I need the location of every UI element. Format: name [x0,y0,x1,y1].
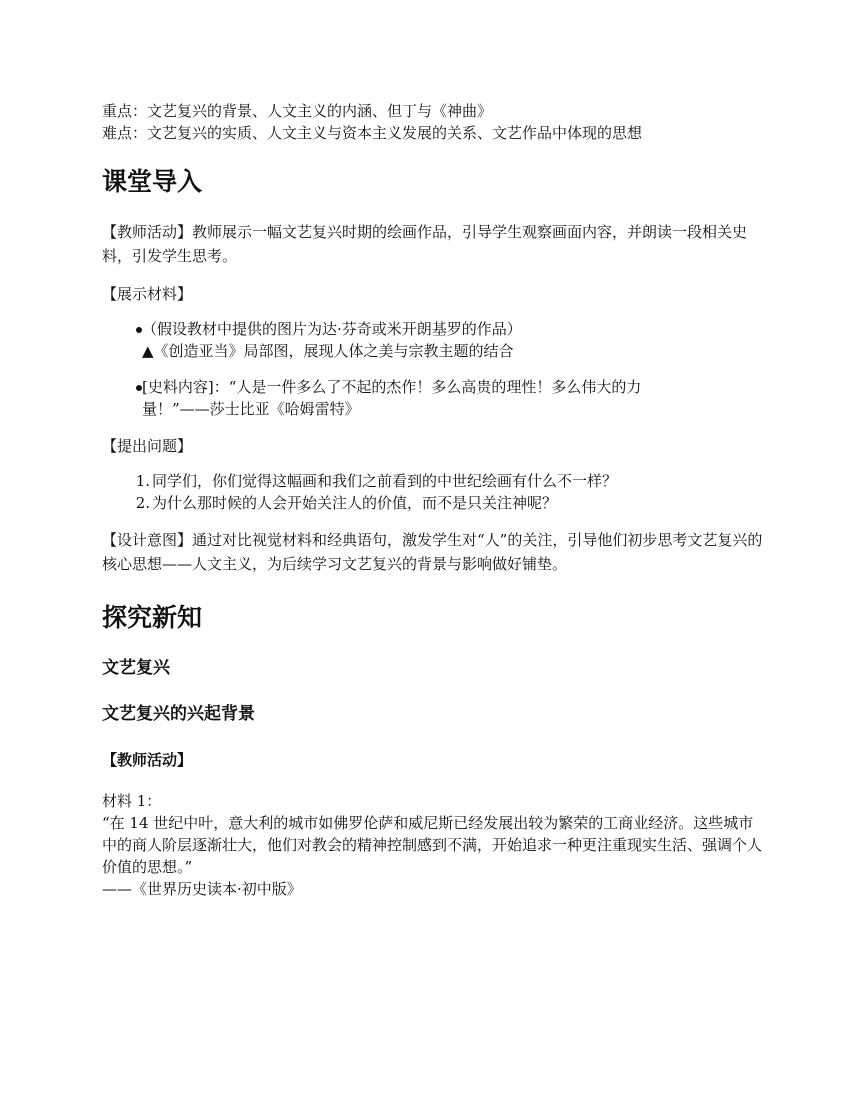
questions-list [102,470,764,514]
question-text: 为什么那时候的人会开始关注人的价值，而不是只关注神呢？ [152,494,558,512]
bullet-icon [136,385,142,391]
material-label: 材料 1： [102,792,162,810]
list-item [102,492,764,514]
renaissance-subheading: 文艺复兴 [102,658,170,678]
bullet-icon [136,327,142,333]
material-1-line-1: （假设教材中提供的图片为达·芬奇或米开朗基罗的作品） [142,320,522,338]
list-number: 1. [135,472,150,490]
material-2-line-2: 量！”——莎士比亚《哈姆雷特》 [142,400,360,418]
list-item [102,376,764,420]
design-intent: 【设计意图】通过对比视觉材料和经典语句，激发学生对“人”的关注，引导他们初步思考文艺复兴的核心思想——人文主义，为后续学习文艺复兴的背景与影响做好铺垫。 [102,531,763,573]
teacher-activity-label: 【教师活动】 [102,751,193,769]
material-1-line-2: ▲《创造亚当》局部图，展现人体之美与宗教主题的结合 [142,342,514,360]
material-source: ——《世界历史读本·初中版》 [102,880,302,898]
question-text: 同学们，你们觉得这幅画和我们之前看到的中世纪绘画有什么不一样？ [152,472,618,490]
difficulties-line: 难点：文艺复兴的实质、人文主义与资本主义发展的关系、文艺作品中体现的思想 [102,124,643,142]
list-number: 2. [135,494,150,512]
materials-list [102,318,764,420]
explore-heading: 探究新知 [102,603,203,632]
key-points-line: 重点：文艺复兴的背景、人文主义的内涵、但丁与《神曲》 [102,102,493,120]
list-item [102,318,764,362]
material-2-line-1: [史料内容]：“人是一件多么了不起的杰作！多么高贵的理性！多么伟大的力 [142,378,642,396]
material-text: “在 14 世纪中叶，意大利的城市如佛罗伦萨和威尼斯已经发展出较为繁荣的工商业经济。这些城市中的商人阶层逐渐壮大，他们对教会的精神控制感到不满，开始追求一种更注重现实生活、强调个人价值的思想。” [102,814,763,876]
intro-heading: 课堂导入 [102,167,203,196]
list-item [102,470,764,492]
background-subheading: 文艺复兴的兴起背景 [102,704,255,724]
materials-label: 【展示材料】 [102,285,193,303]
intro-teacher-activity: 【教师活动】教师展示一幅文艺复兴时期的绘画作品，引导学生观察画面内容，并朗读一段相关史料，引发学生思考。 [102,223,748,265]
questions-label: 【提出问题】 [102,437,193,455]
